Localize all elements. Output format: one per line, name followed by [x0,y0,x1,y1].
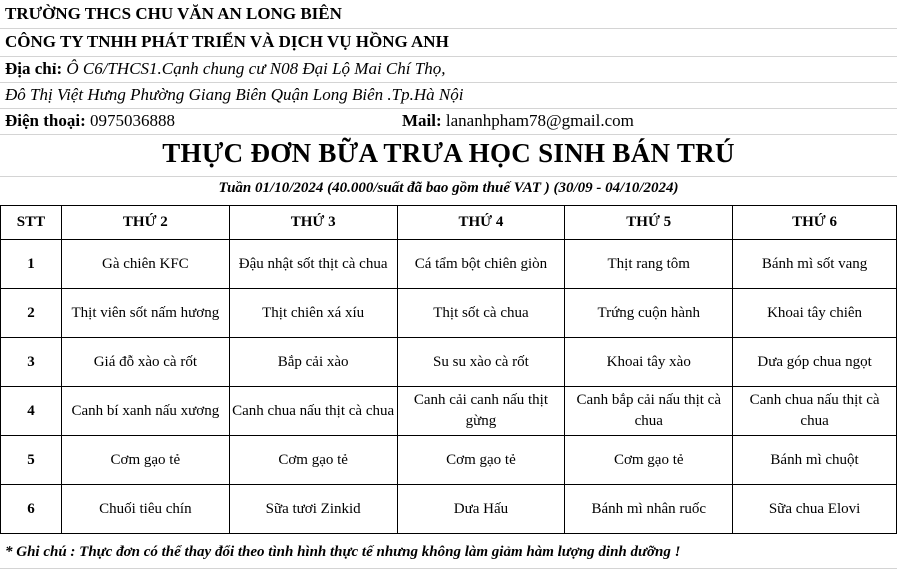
table-cell: Thịt viên sốt nấm hương [61,289,229,338]
table-cell: Gà chiên KFC [61,240,229,289]
table-cell: Khoai tây chiên [733,289,897,338]
table-cell: Canh cải canh nấu thịt gừng [397,387,565,436]
table-cell: Cơm gạo tẻ [565,436,733,485]
table-row [1,436,897,485]
grid-line [0,108,897,109]
table-cell: Sữa chua Elovi [733,485,897,534]
address-value: Ô C6/THCS1.Cạnh chung cư N08 Đại Lộ Mai Chí Thọ, [62,59,446,78]
address-label: Địa chỉ: [5,59,63,78]
table-row [1,289,897,338]
address-line-1 [5,59,897,79]
table-cell: Canh chua nấu thịt cà chua [229,387,397,436]
row-number: 2 [1,289,62,338]
mail-line [402,111,882,131]
table-cell: Bánh mì nhân ruốc [565,485,733,534]
column-header: STT [1,206,62,240]
table-cell: Bánh mì sốt vang [733,240,897,289]
column-header: THỨ 3 [229,206,397,240]
column-header: THỨ 4 [397,206,565,240]
grid-line [0,82,897,83]
table-row [1,485,897,534]
mail-label: Mail: [402,111,442,130]
grid-line [0,568,897,569]
table-cell: Canh chua nấu thịt cà chua [733,387,897,436]
column-header: THỨ 5 [565,206,733,240]
table-cell: Giá đỗ xào cà rốt [61,338,229,387]
table-row [1,240,897,289]
table-row [1,338,897,387]
table-cell: Chuối tiêu chín [61,485,229,534]
table-cell: Canh bí xanh nấu xương [61,387,229,436]
page-title: THỰC ĐƠN BỮA TRƯA HỌC SINH BÁN TRÚ [162,138,735,168]
table-cell: Thịt chiên xá xíu [229,289,397,338]
table-row [1,387,897,436]
table-cell: Đậu nhật sốt thịt cà chua [229,240,397,289]
company-name: CÔNG TY TNHH PHÁT TRIỂN VÀ DỊCH VỤ HỒNG ANH [5,32,449,51]
footnote: * Ghi chú : Thực đơn có thể thay đổi theo tình hình thực tế nhưng không làm giảm hàm lượng dinh dưỡng ! [5,544,681,560]
table-header-row [1,206,897,240]
grid-line [0,176,897,177]
column-header: THỨ 2 [61,206,229,240]
address-line-2: Đô Thị Việt Hưng Phường Giang Biên Quận Long Biên .Tp.Hà Nội [5,85,464,104]
mail-value: lananhpham78@gmail.com [441,111,634,130]
table-cell: Sữa tươi Zinkid [229,485,397,534]
phone-line [5,111,385,131]
table-cell: Canh bắp cải nấu thịt cà chua [565,387,733,436]
table-cell: Thịt sốt cà chua [397,289,565,338]
row-number: 4 [1,387,62,436]
row-number: 5 [1,436,62,485]
menu-table [0,205,897,534]
phone-label: Điện thoại: [5,111,86,130]
table-cell: Dưa góp chua ngọt [733,338,897,387]
table-cell: Khoai tây xào [565,338,733,387]
table-cell: Trứng cuộn hành [565,289,733,338]
grid-line [0,28,897,29]
table-cell: Su su xào cà rốt [397,338,565,387]
row-number: 3 [1,338,62,387]
phone-value: 0975036888 [85,111,175,130]
table-cell: Cơm gạo tẻ [229,436,397,485]
row-number: 6 [1,485,62,534]
grid-line [0,134,897,135]
table-cell: Thịt rang tôm [565,240,733,289]
column-header: THỨ 6 [733,206,897,240]
row-number: 1 [1,240,62,289]
page-subtitle: Tuần 01/10/2024 (40.000/suất đã bao gồm thuế VAT ) (30/09 - 04/10/2024) [218,180,679,196]
table-cell: Dưa Hấu [397,485,565,534]
table-cell: Cơm gạo tẻ [61,436,229,485]
grid-line [0,56,897,57]
table-cell: Bánh mì chuột [733,436,897,485]
school-name: TRƯỜNG THCS CHU VĂN AN LONG BIÊN [5,4,342,23]
table-cell: Cá tẩm bột chiên giòn [397,240,565,289]
table-cell: Bắp cải xào [229,338,397,387]
table-cell: Cơm gạo tẻ [397,436,565,485]
